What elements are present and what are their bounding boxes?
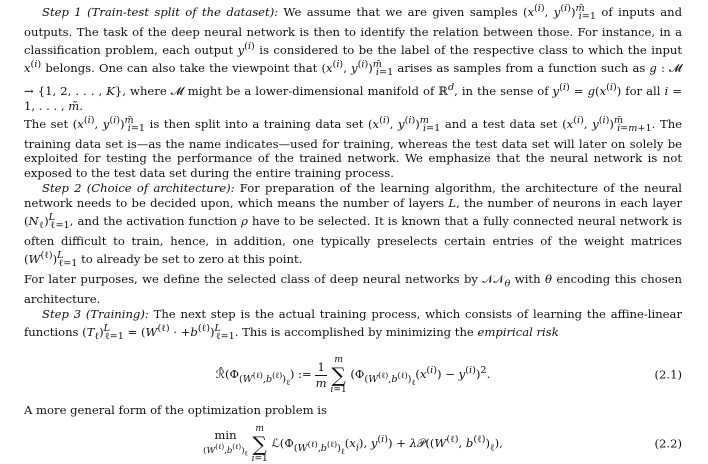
later-paragraph: For later purposes, we define the selected class of deep neural networks by 𝒩𝒩$_\theta$ with θ encoding this chosen architecture. (24, 272, 682, 307)
split-paragraph: The set ($x^{(i)}$, $y^{(i)})^{m̃}_{i=1}$ is then split into a training data set ($x^{(i)}$, $y^{(i)})^m_{i=1}$ and a test data set ($x^{(i)}$, $y^{(i)})^{m̃}_{i=m+1}$. The training data set is—as the name indicates—used for training, whereas the test data set will later on solely be exploited for testing the performance of the trained network. We emphasize that the neural network is not exposed to the test data set during the entire training process. (24, 114, 683, 181)
equation-2-1-expression: $ℛ̂(\Phi_{(W^{(\ell)},b^{(\ell)})_\ell})$ := $\frac{1}{m}$ m ∑ i=1 $(\Phi_{(W^{(\ell)},b^{(\ell)})_\ell}(x^{(i)}) - y^{(i)})^2$. (215, 355, 491, 396)
between-text: A more general form of the optimization problem is (24, 403, 327, 418)
step2-paragraph: Step 2 (Choice of architecture): For preparation of the learning algorithm, the architecture of the neural network needs to be decided upon, which means the number of layers L, the number of neurons in each layer $(N_\ell)^L_{\ell=1}$, and the activation function ρ have to be selected. It is known that a fully connected neural network is often difficult to train, hence, in addition, one typically preselects certain entries of the weight matrices $(W^{(\ell)})^L_{\ell=1}$ to already be set to zero at this point. (24, 181, 682, 270)
equation-2-2-expression: min $(W^{(\ell)},b^{(\ell)})_\ell$ m ∑ i=1 $ℒ(\Phi_{(W^{(\ell)},b^{(\ell)})_\ell}(x_i)$, $y^{(i)}$) + $\lambda 𝒫((W^{(\ell)}$, $b^{(\ell)})_\ell$), (203, 424, 503, 464)
step3-paragraph: Step 3 (Training): The next step is the actual training process, which consists of learning the affine-linear functions $(T_\ell)^L_{\ell=1} = (W^{(\ell)} \cdot +b^{(\ell)})^L_{\ell=1}$. This is accomplished by minimizing the empirical risk (24, 307, 683, 343)
equation-number: (2.1) (654, 367, 682, 382)
equation-number: (2.2) (654, 436, 682, 451)
equation-2-2 (24, 424, 682, 464)
step1-paragraph: Step 1 (Train-test split of the dataset): We assume that we are given samples ($x^{(i)}$, $y^{(i)})^{m̃}_{i=1}$ of inputs and outputs. The task of the deep neural network is then to identify the relation between those. For instance, in a classification problem, each output $y^{(i)}$ is considered to be the label of the respective class to which the input $x^{(i)}$ belongs. One can also take the viewpoint that ($x^{(i)}$, $y^{(i)})^{m̃}_{i=1}$ arises as samples from a function such as g : 𝓜 → {1, 2, . . . , K}, where 𝓜 might be a lower-dimensional manifold of ℝ$^d$, in the sense of $y^{(i)} = g(x^{(i)})$ for all i = 1, . . . , m̃. (24, 3, 682, 113)
equation-2-1 (24, 355, 682, 395)
